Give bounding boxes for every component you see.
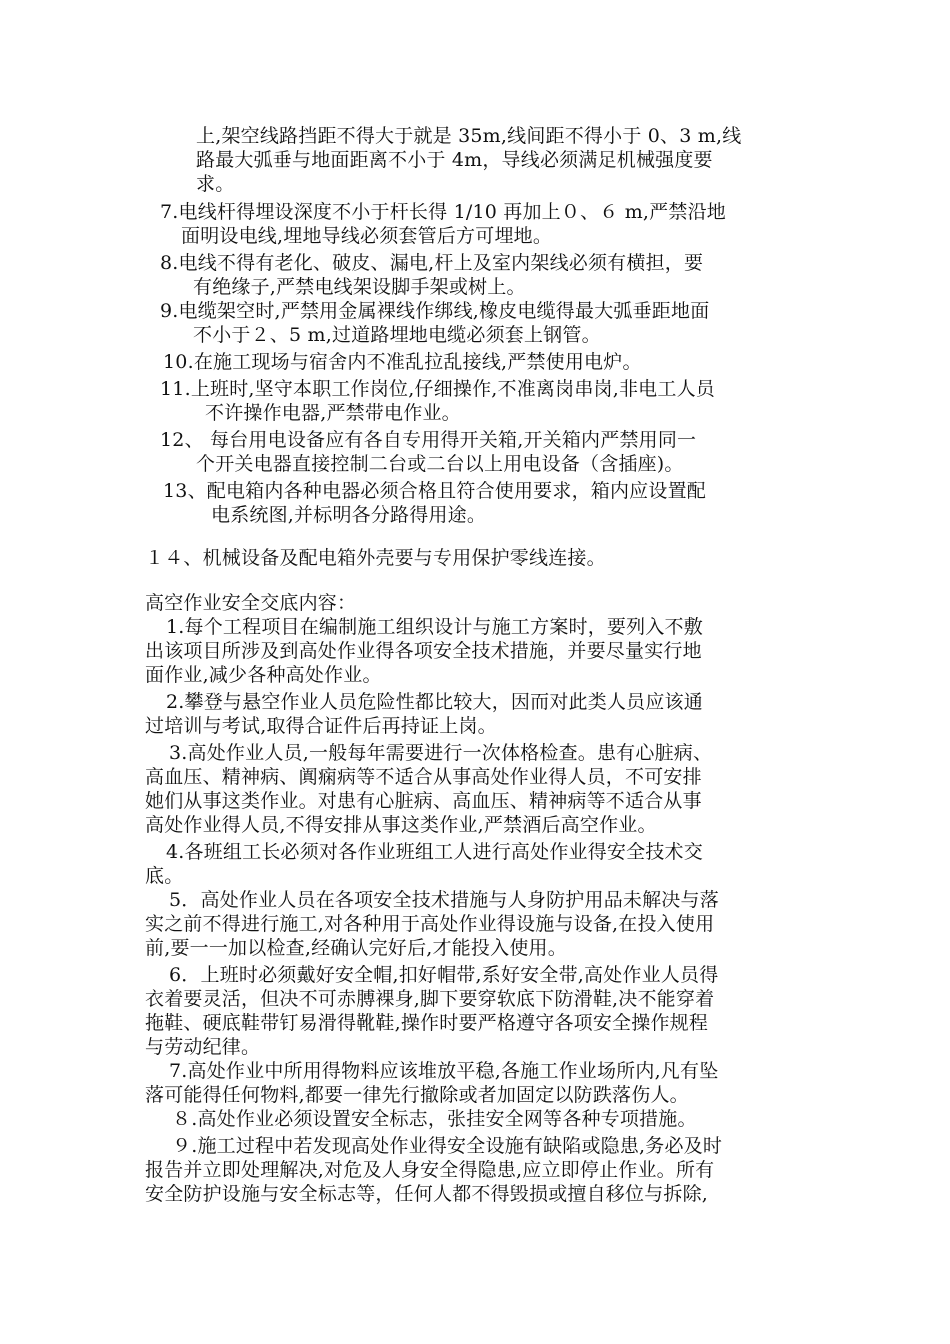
list-item-11: 11.上班时,坚守本职工作岗位,仔细操作,不准离岗串岗,非电工人员 <box>160 378 715 400</box>
list-item-9: 9.电缆架空时,严禁用金属裸线作绑线,橡皮电缆得最大弧垂距地面 <box>160 300 710 322</box>
text-line: 衣着要灵活，但决不可赤膊裸身,脚下要穿软底下防滑鞋,决不能穿着 <box>145 988 715 1010</box>
list-item-10: 10.在施工现场与宿舍内不准乱拉乱接线,严禁使用电炉。 <box>163 351 642 373</box>
text-line: 底。 <box>145 865 184 887</box>
text-line: 报告并立即处理解决,对危及人身安全得隐患,应立即停止作业。所有 <box>145 1159 715 1181</box>
text-line: 出该项目所涉及到高处作业得各项安全技术措施，并要尽量实行地 <box>145 640 702 662</box>
list-item-12: 12、 每台用电设备应有各自专用得开关箱,开关箱内严禁用同一 <box>160 429 697 451</box>
list-item-14: １４、机械设备及配电箱外壳要与专用保护零线连接。 <box>145 547 606 569</box>
text-line: 她们从事这类作业。对患有心脏病、高血压、精神病等不适合从事 <box>145 790 702 812</box>
list-item-7: 7.高处作业中所用得物料应该堆放平稳,各施工作业场所内,凡有坠 <box>169 1060 719 1082</box>
list-item-4: 4.各班组工长必须对各作业班组工人进行高处作业得安全技术交 <box>166 841 703 863</box>
text-line: 电系统图,并标明各分路得用途。 <box>211 504 487 526</box>
text-line: 有绝缘子,严禁电线架设脚手架或树上。 <box>193 276 526 298</box>
list-item-2: 2.攀登与悬空作业人员危险性都比较大，因而对此类人员应该通 <box>166 691 703 713</box>
list-item-1: 1.每个工程项目在编制施工组织设计与施工方案时，要列入不敷 <box>166 616 703 638</box>
list-item-7: 7.电线杆得埋设深度不小于杆长得 1/10 再加上０、６ m,严禁沿地 <box>160 201 726 223</box>
text-line: 个开关电器直接控制二台或二台以上用电设备（含插座)。 <box>196 453 684 475</box>
text-line: 面作业,减少各种高处作业。 <box>145 664 382 686</box>
list-item-13: 13、配电箱内各种电器必须合格且符合使用要求，箱内应设置配 <box>163 480 706 502</box>
text-line: 落可能得任何物料,都要一律先行撤除或者加固定以防跌落伤人。 <box>145 1084 689 1106</box>
text-line: 不小于２、5 m,过道路埋地电缆必须套上钢管。 <box>193 324 601 346</box>
text-line: 路最大弧垂与地面距离不小于 4m，导线必须满足机械强度要 <box>196 149 713 171</box>
text-line: 拖鞋、硬底鞋带钉易滑得靴鞋,操作时要严格遵守各项安全操作规程 <box>145 1012 709 1034</box>
list-item-9: ９.施工过程中若发现高处作业得安全设施有缺陷或隐患,务必及时 <box>172 1135 723 1157</box>
text-line: 面明设电线,埋地导线必须套管后方可埋地。 <box>181 225 553 247</box>
text-line: 安全防护设施与安全标志等，任何人都不得毁损或擅自移位与拆除, <box>145 1183 709 1205</box>
section-title: 高空作业安全交底内容： <box>145 592 357 614</box>
text-line: 前,要一一加以检查,经确认完好后,才能投入使用。 <box>145 937 567 959</box>
list-item-5: 5．高处作业人员在各项安全技术措施与人身防护用品未解决与落 <box>169 889 719 911</box>
text-line: 求。 <box>196 173 235 195</box>
text-line: 过培训与考试,取得合证件后再持证上岗。 <box>145 715 497 737</box>
text-line: 不许操作电器,严禁带电作业。 <box>205 402 461 424</box>
text-line: 上,架空线路挡距不得大于就是 35m,线间距不得小于 0、3 m,线 <box>196 125 742 147</box>
list-item-6: 6．上班时必须戴好安全帽,扣好帽带,系好安全带,高处作业人员得 <box>169 964 719 986</box>
text-line: 高处作业得人员,不得安排从事这类作业,严禁酒后高空作业。 <box>145 814 657 836</box>
text-line: 实之前不得进行施工,对各种用于高处作业得设施与设备,在投入使用 <box>145 913 715 935</box>
text-line: 高血压、精神病、阗痫病等不适合从事高处作业得人员，不可安排 <box>145 766 702 788</box>
list-item-3: 3.高处作业人员,一般每年需要进行一次体格检查。患有心脏病、 <box>169 742 713 764</box>
list-item-8: 8.电线不得有老化、破皮、漏电,杆上及室内架线必须有横担，要 <box>160 252 704 274</box>
text-line: 与劳动纪律。 <box>145 1036 261 1058</box>
list-item-8: ８.高处作业必须设置安全标志，张挂安全网等各种专项措施。 <box>172 1108 697 1130</box>
